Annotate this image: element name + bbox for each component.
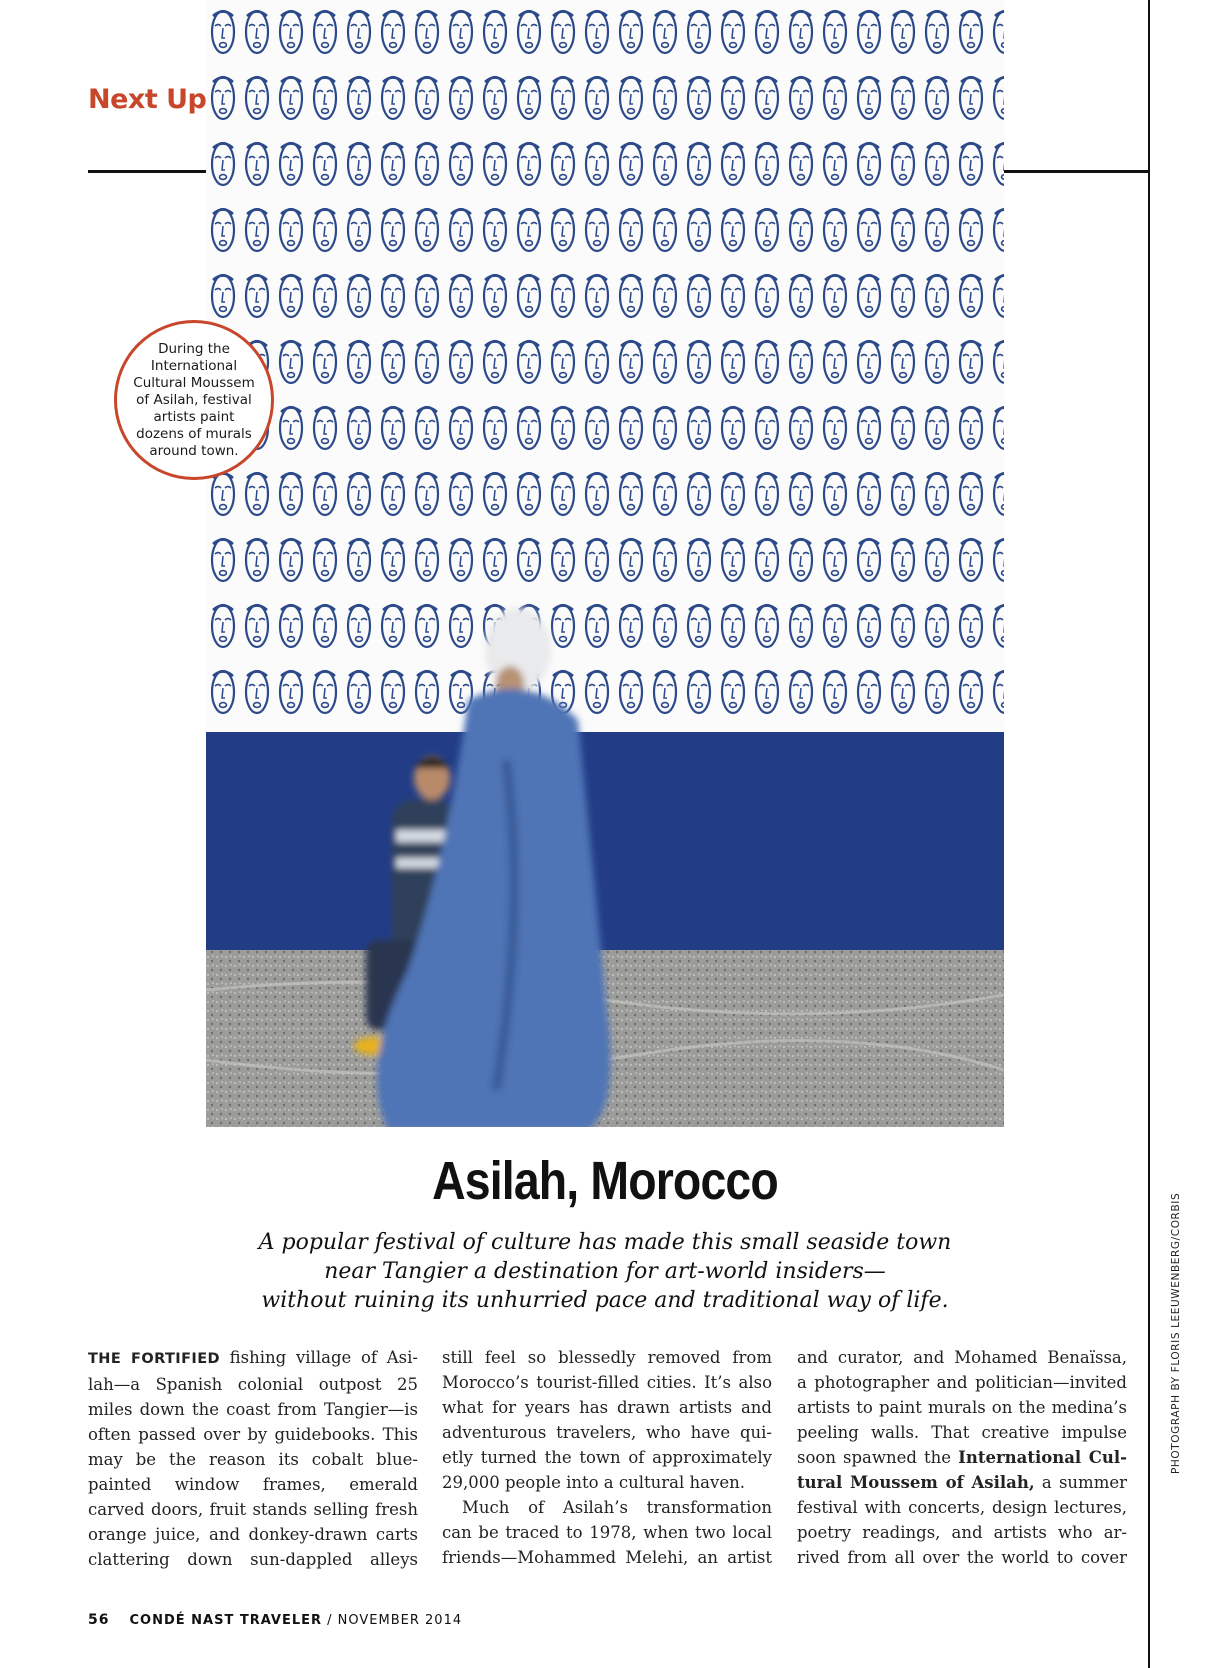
body-column-2: [442, 1345, 772, 1570]
dek-line: A popular festival of culture has made this small seaside town: [258, 1230, 952, 1255]
body-line: 29,000 people into a cultural haven.: [442, 1473, 745, 1492]
folio: [88, 1612, 462, 1628]
body-line: rived from all over the world to cover: [797, 1548, 1127, 1567]
body-line: etly turned the town of approximately: [442, 1448, 772, 1467]
body-line-text: soon spawned the: [797, 1448, 959, 1467]
body-line: [88, 1345, 418, 1372]
mural-photo-illustration: [206, 0, 1004, 1127]
section-label: Next Up: [88, 84, 207, 115]
photo-caption-bubble: [114, 320, 274, 480]
body-line: peeling walls. That creative impulse: [797, 1423, 1127, 1442]
body-line: painted window frames, emerald: [88, 1475, 418, 1494]
body-line: miles down the coast from Tangier—is: [88, 1400, 418, 1419]
body-line: clattering down sun-dappled alleys: [88, 1550, 418, 1569]
body-line: festival with concerts, design lectures,: [797, 1498, 1127, 1517]
body-line: a photographer and politician—invited: [797, 1373, 1127, 1392]
body-line: carved doors, fruit stands selling fresh: [88, 1500, 418, 1519]
article-dek: [206, 1228, 1004, 1315]
body-line: friends—Mohammed Melehi, an artist: [442, 1548, 772, 1567]
body-line: may be the reason its cobalt blue-: [88, 1450, 418, 1469]
body-column-3: [797, 1345, 1127, 1570]
body-column-1: [88, 1345, 418, 1572]
body-line: often passed over by guidebooks. This: [88, 1425, 418, 1444]
photo-credit: PHOTOGRAPH BY FLORIS LEEUWENBERG/CORBIS: [1170, 1192, 1182, 1474]
body-line: poetry readings, and artists who ar-: [797, 1523, 1127, 1542]
magazine-name: CONDÉ NAST TRAVELER: [129, 1613, 323, 1628]
article-headline: Asilah, Morocco: [432, 1151, 778, 1211]
section-rule-right: [1004, 170, 1150, 173]
section-rule-left: [88, 170, 206, 173]
body-line: [797, 1470, 1127, 1495]
body-line-text: a summer: [1034, 1473, 1127, 1492]
photo-caption-text: During the International Cultural Moussem of Asilah, festival artists paint dozens of murals around town.: [133, 340, 255, 459]
page-edge-rule: [1148, 0, 1150, 1668]
body-line: orange juice, and donkey-drawn carts: [88, 1525, 418, 1544]
body-line: still feel so blessedly removed from: [442, 1348, 772, 1367]
body-line: adventurous travelers, who have qui-: [442, 1423, 772, 1442]
body-line: lah—a Spanish colonial outpost 25: [88, 1375, 418, 1394]
page-number: 56: [88, 1612, 110, 1628]
dek-line: without ruining its unhurried pace and traditional way of life.: [261, 1288, 949, 1313]
festival-name: International Cul-: [958, 1448, 1127, 1467]
body-line: can be traced to 1978, when two local: [442, 1523, 772, 1542]
issue-date: / NOVEMBER 2014: [327, 1613, 463, 1628]
lead-in: THE FORTIFIED: [88, 1351, 220, 1367]
body-line: and curator, and Mohamed Benaïssa,: [797, 1348, 1127, 1367]
body-line: what for years has drawn artists and: [442, 1398, 772, 1417]
body-line: [797, 1445, 1127, 1470]
body-line: Morocco’s tourist-filled cities. It’s also: [442, 1373, 772, 1392]
body-line: artists to paint murals on the medina’s: [797, 1398, 1127, 1417]
festival-name: tural Moussem of Asilah,: [797, 1473, 1035, 1492]
dek-line: near Tangier a destination for art-world insiders—: [324, 1259, 886, 1284]
mural-photo: [206, 0, 1004, 1127]
body-line: Much of Asilah’s transformation: [462, 1498, 772, 1517]
body-line-text: fishing village of Asi-: [219, 1348, 419, 1367]
